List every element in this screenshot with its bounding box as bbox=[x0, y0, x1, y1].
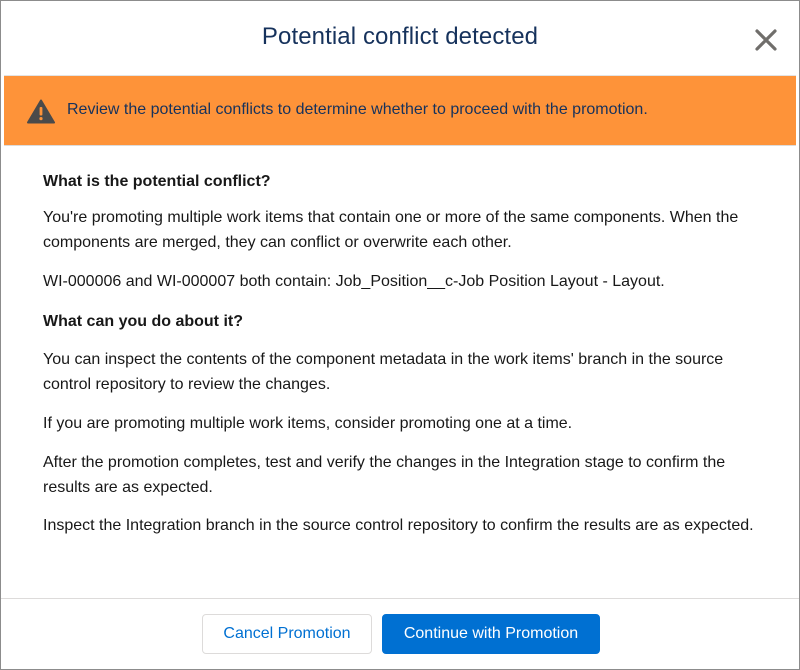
cancel-promotion-button[interactable]: Cancel Promotion bbox=[202, 614, 372, 654]
paragraph: You can inspect the contents of the component metadata in the work items' branch in the source control repository to review the changes. bbox=[43, 351, 724, 393]
warning-text: Review the potential conflicts to determine whether to proceed with the promotion. bbox=[67, 101, 648, 118]
paragraph: If you are promoting multiple work items, consider promoting one at a time. bbox=[43, 415, 573, 432]
warning-icon bbox=[27, 99, 55, 124]
paragraph: You're promoting multiple work items that contain one or more of the same components. When the components are merged, they can conflict or overwrite each other. bbox=[43, 209, 739, 251]
modal-title: Potential conflict detected bbox=[261, 23, 539, 50]
modal-header bbox=[1, 1, 799, 75]
paragraph: WI-000006 and WI-000007 both contain: Job_Position__c-Job Position Layout - Layout. bbox=[43, 273, 665, 290]
close-icon bbox=[753, 27, 779, 53]
section-heading: What can you do about it? bbox=[43, 313, 243, 330]
modal-footer bbox=[1, 598, 799, 669]
warning-banner bbox=[4, 75, 796, 146]
continue-promotion-button[interactable]: Continue with Promotion bbox=[382, 614, 600, 654]
section-heading: What is the potential conflict? bbox=[43, 173, 271, 190]
paragraph: After the promotion completes, test and verify the changes in the Integration stage to confirm the results are as expected. bbox=[43, 454, 726, 496]
close-button[interactable] bbox=[753, 27, 779, 53]
paragraph: Inspect the Integration branch in the source control repository to confirm the results are as expected. bbox=[43, 517, 754, 534]
